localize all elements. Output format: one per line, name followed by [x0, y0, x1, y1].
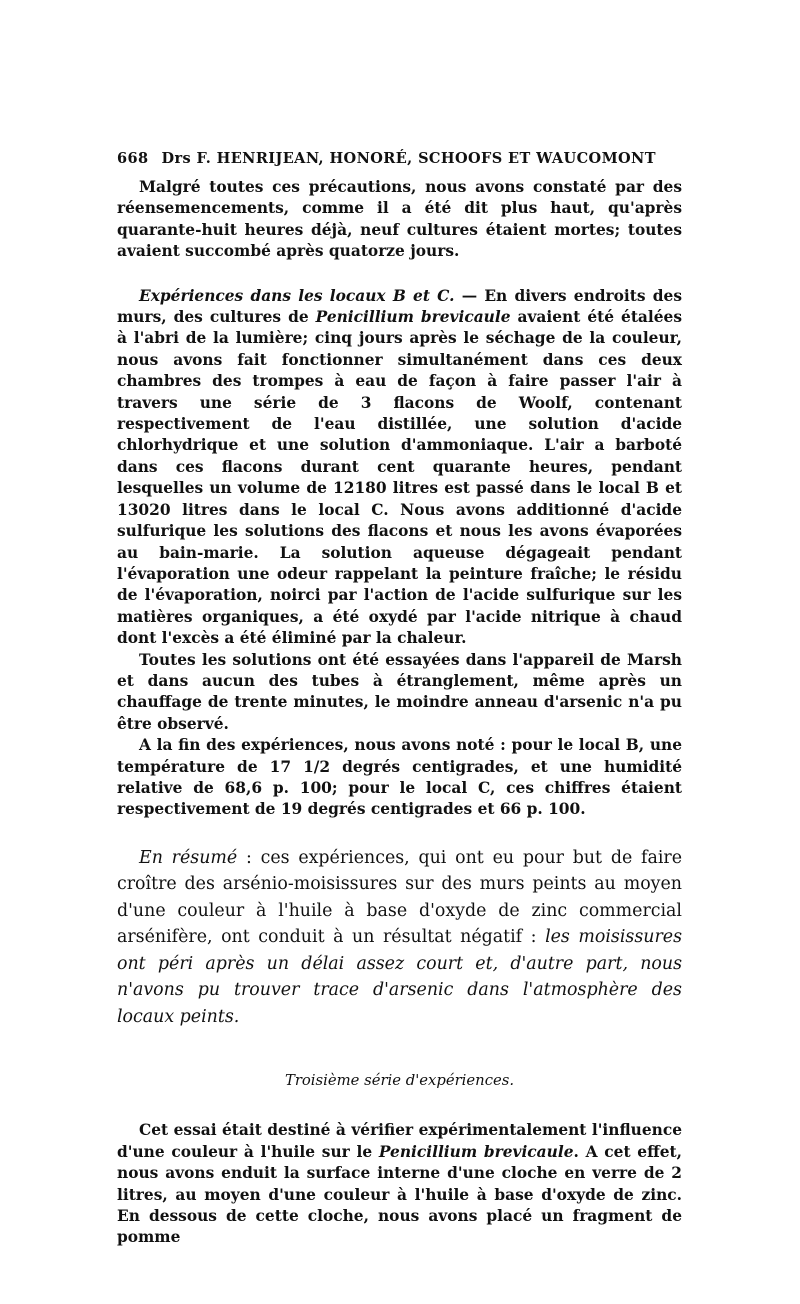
paragraph-temperature — [117, 735, 682, 821]
summary-lead: En résumé — [139, 847, 238, 868]
running-head — [117, 150, 682, 167]
paragraph-marsh — [117, 650, 682, 736]
paragraph-precautions — [117, 177, 682, 263]
paragraph-text: . A cet effet, nous avons enduit la surface interne d'une cloche en verre de 2 litres, au moyen d'une couleur à l'huile à base d'oxyde de zinc. En dessous de cette cloche, nous avons placé un fragment de pomme — [117, 1142, 682, 1247]
page-number: 668 — [117, 150, 149, 167]
running-head-authors: Drs F. HENRIJEAN, HONORÉ, SCHOOFS ET WAUCOMONT — [161, 150, 656, 167]
species-name: Penicillium brevicaule — [378, 1142, 574, 1161]
summary-conclusion: les moisissures ont péri après un délai assez court et, d'autre part, nous n'avons pu trouver trace d'arsenic dans l'atmosphère des locaux peints. — [117, 927, 682, 1027]
paragraph-precautions-text: Malgré toutes ces précautions, nous avons constaté par des réensemencements, comme il a été dit plus haut, qu'après quarante-huit heures déjà, neuf cultures étaient mortes; toutes avaient succombé après quatorze jours. — [117, 178, 682, 261]
section-title: Troisième série d'expériences. — [284, 1072, 515, 1090]
paragraph-temperature-text: A la fin des expériences, nous avons noté : pour le local B, une température de 17 1/2 degrés centigrades, et une humidité relative de 68,6 p. 100; pour le local C, ces chiffres étaient respectivement de 19 degrés centigrades et 66 p. 100. — [117, 736, 682, 819]
paragraph-third-series — [117, 1120, 682, 1248]
paragraph-summary — [117, 845, 682, 1031]
paragraph-lead-italic: Expériences dans les locaux B et C. — [139, 286, 455, 305]
journal-page — [117, 150, 682, 1249]
summary-text: : ces expériences, qui ont eu pour but de faire croître des arsénio-moisissures sur des murs peints au moyen d'une couleur à l'huile à base d'oxyde de zinc commercial arsénifère, ont conduit à un résultat négatif : — [117, 847, 682, 948]
paragraph-text: avaient été étalées à l'abri de la lumière; cinq jours après le séchage de la couleur, nous avons fait fonctionner simultanément dans ces deux chambres des trompes à eau de façon à faire passer l'air à travers une série de 3 flacons de Woolf, contenant respectivement de l'eau distillée, une solution d'acide chlorhydrique et une solution d'ammoniaque. L'air a barboté dans ces flacons durant cent quarante heures, pendant lesquelles un volume de 12180 litres est passé dans le local B et 13020 litres dans le local C. Nous avons additionné d'acide sulfurique les solutions des flacons et nous les avons évaporées au bain-marie. La solution aqueuse dégageait pendant l'évaporation une odeur rappelant la peinture fraîche; le résidu de l'évaporation, noirci par l'action de l'acide sulfurique sur les matières organiques, a été oxydé par l'acide nitrique à chaud dont l'excès a été éliminé par la chaleur. — [117, 308, 683, 648]
paragraph-text: Cet essai était destiné à vérifier expérimentalement l'influence d'une couleur à l'huile sur le — [117, 1121, 682, 1161]
paragraph-marsh-text: Toutes les solutions ont été essayées dans l'appareil de Marsh et dans aucun des tubes à étranglement, même après un chauffage de trente minutes, le moindre anneau d'arsenic n'a pu être observé. — [117, 650, 682, 733]
paragraph-experiences-locaux — [117, 286, 682, 650]
paragraph-text: — En divers endroits des murs, des cultures de — [117, 286, 682, 327]
species-name: Penicillium brevicaule — [315, 308, 511, 327]
